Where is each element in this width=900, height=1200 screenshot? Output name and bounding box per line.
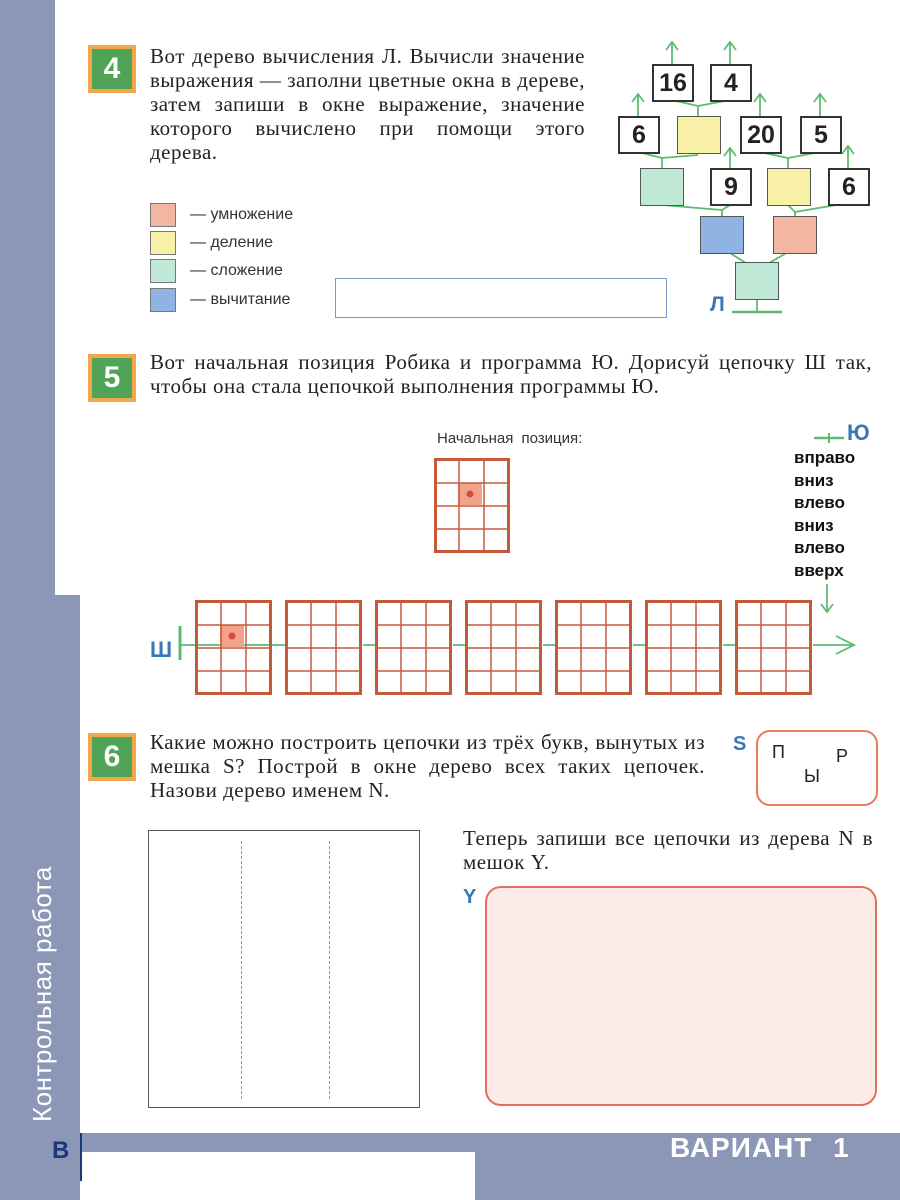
bag-s-name: S (733, 733, 747, 755)
bag-y[interactable] (485, 886, 877, 1106)
chain-frame-4[interactable] (465, 600, 543, 701)
chain-frame-1[interactable] (195, 600, 273, 701)
command-5: влево (794, 538, 845, 557)
tree-drawing-window[interactable] (148, 830, 420, 1108)
tree-window-guide-2 (329, 841, 330, 1099)
command-6: вверх (794, 561, 844, 580)
page-letter: В (52, 1137, 70, 1164)
tree-window-multiply[interactable] (773, 216, 817, 254)
chain-name: Ш (150, 637, 173, 662)
task-4-text: Вот дерево вычисления Л. Вычисли значение выражения — заполни цветные окна в дереве, затем запиши в окне выражение, значение которого вычислено при помощи этого дерева. (150, 44, 585, 164)
program-name: Ю (847, 420, 870, 445)
bag-y-name: Y (463, 886, 477, 908)
start-position-label: Начальная позиция: (437, 430, 583, 447)
bag-s (756, 730, 878, 806)
legend-swatch-multiply (150, 203, 176, 227)
tree-leaf-16: 16 (652, 64, 694, 102)
legend-label-divide: — деление (190, 234, 274, 251)
task-6-text-2: Теперь запиши все цепочки из дерева N в мешок Y. (463, 826, 873, 874)
task-6-text: Какие можно построить цепочки из трёх букв, вынутых из мешка S? Построй в окне дерево всех таких цепочек. Назови дерево именем N. (150, 730, 705, 802)
footer-white-strip (80, 1152, 475, 1200)
program-marker (812, 433, 846, 443)
page-letter-rule (80, 1133, 82, 1181)
task-5-number: 5 (88, 354, 136, 402)
tree-leaf-6b: 6 (828, 168, 870, 206)
bag-letter-p: П (772, 742, 785, 762)
tree-leaf-20: 20 (740, 116, 782, 154)
task-4-number: 4 (88, 45, 136, 93)
bag-letter-r: Р (836, 746, 849, 766)
legend-swatch-add (150, 259, 176, 283)
chain-frame-2[interactable] (285, 600, 363, 701)
legend-label-subtract: — вычитание (190, 291, 291, 308)
task-5-text: Вот начальная позиция Робика и программа Ю. Дорисуй цепочку Ш так, чтобы она стала цепочкой выполнения программы Ю. (150, 350, 872, 398)
legend-swatch-subtract (150, 288, 176, 312)
tree-leaf-9: 9 (710, 168, 752, 206)
tree-leaf-4: 4 (710, 64, 752, 102)
command-3: влево (794, 493, 845, 512)
tree-window-divide-2[interactable] (767, 168, 811, 206)
command-2: вниз (794, 471, 834, 490)
chain-frame-6[interactable] (645, 600, 723, 701)
legend-swatch-divide (150, 231, 176, 255)
tree-window-add-1[interactable] (640, 168, 684, 206)
command-1: вправо (794, 448, 856, 467)
tree-window-guide-1 (241, 841, 242, 1099)
tree-window-root-add[interactable] (735, 262, 779, 300)
tree-leaf-6a: 6 (618, 116, 660, 154)
legend-label-multiply: — умножение (190, 206, 294, 223)
tree-name-label: Л (710, 293, 725, 316)
command-4: вниз (794, 516, 834, 535)
tree-leaf-5: 5 (800, 116, 842, 154)
chain-frame-3[interactable] (375, 600, 453, 701)
chain-frame-5[interactable] (555, 600, 633, 701)
bag-letter-y: Ы (804, 766, 820, 786)
start-position-grid (434, 458, 512, 556)
tree-window-divide-1[interactable] (677, 116, 721, 154)
chain-frame-7[interactable] (735, 600, 813, 701)
side-label: Контрольная работа (27, 866, 57, 1122)
tree-window-subtract[interactable] (700, 216, 744, 254)
task-6-number: 6 (88, 733, 136, 781)
variant-label: ВАРИАНТ 1 (670, 1132, 850, 1163)
legend-label-add: — сложение (190, 262, 283, 279)
